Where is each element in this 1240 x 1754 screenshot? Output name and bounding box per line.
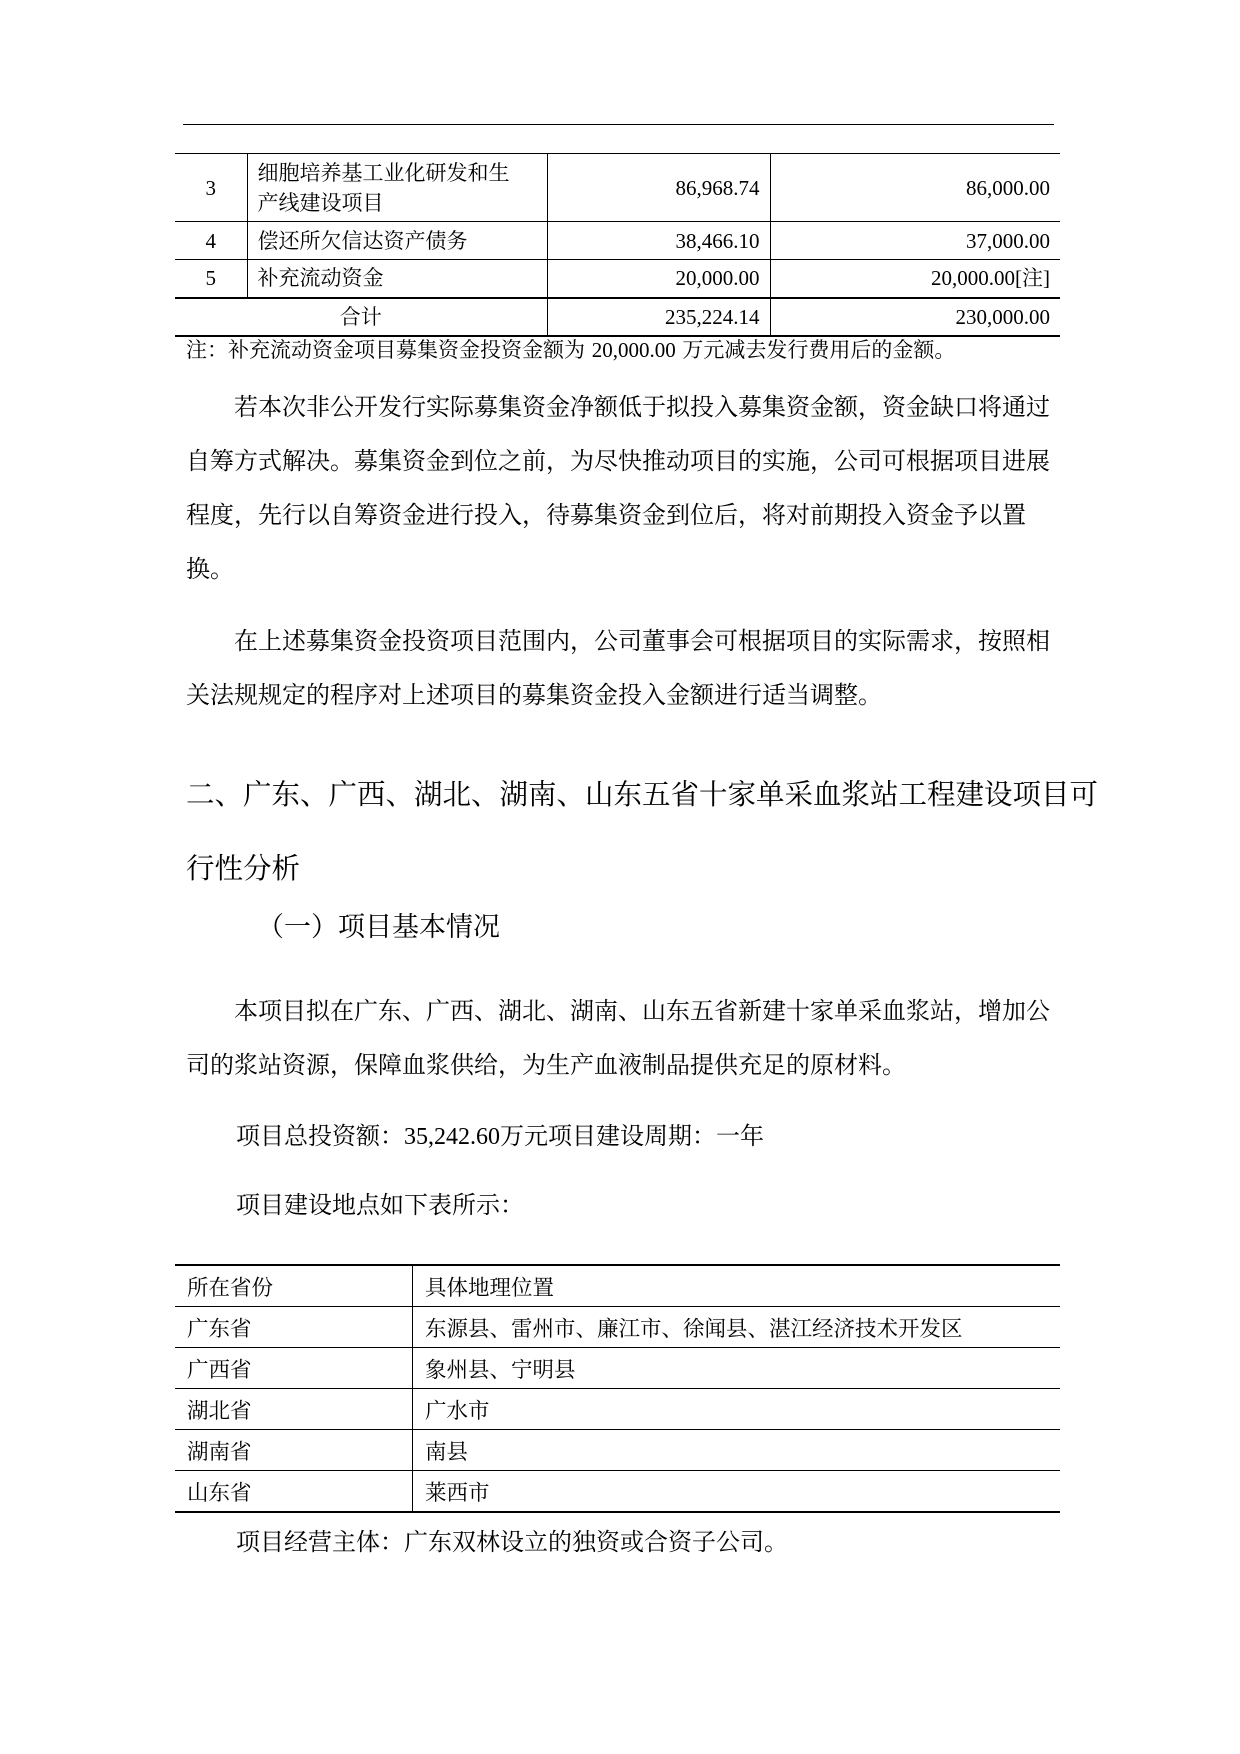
paragraph-fund-gap [186,380,1056,596]
table-row [175,1348,1060,1389]
total-investment-sum: 235,224.14 [547,298,770,336]
raised-amount: 86,000.00 [770,154,1060,222]
location-cell: 莱西市 [413,1471,1061,1513]
project-name [247,154,547,222]
table-row [175,154,1060,222]
paragraph-text: 若本次非公开发行实际募集资金净额低于拟投入募集资金额，资金缺口将通过自筹方式解决。募集资金到位之前，为尽快推动项目的实施，公司可根据项目进展程度，先行以自筹资金进行投入，待募集资金到位后，将对前期投入资金予以置换。 [186,393,1050,583]
note-prefix: 注：补充流动资金项目募集资金投资金额为 [186,338,585,362]
total-investment: 38,466.10 [547,222,770,260]
investment-prefix: 项目总投资额： [236,1122,404,1150]
row-index: 5 [175,260,247,298]
table-row [175,1430,1060,1471]
column-header: 具体地理位置 [413,1265,1061,1307]
total-label: 合计 [175,298,547,336]
total-investment: 20,000.00 [547,260,770,298]
header-rule [183,124,1054,125]
paragraph-text: 在上述募集资金投资项目范围内，公司董事会可根据项目的实际需求，按照相关法规规定的程序对上述项目的募集资金投入金额进行适当调整。 [186,627,1050,709]
subsection-heading: （一）项目基本情况 [257,912,500,943]
table-row [175,1307,1060,1348]
province-cell: 广东省 [175,1307,413,1348]
column-header: 所在省份 [175,1265,413,1307]
note-suffix: 万元减去发行费用后的金额。 [682,338,956,362]
project-name: 偿还所欠信达资产债务 [247,222,547,260]
raised-amount: 37,000.00 [770,222,1060,260]
table-note [186,335,955,365]
row-index: 3 [175,154,247,222]
operator-line: 项目经营主体：广东双林设立的独资或合资子公司。 [236,1528,788,1556]
location-cell: 南县 [413,1430,1061,1471]
investment-line [236,1116,764,1157]
province-cell: 广西省 [175,1348,413,1389]
paragraph-adjustment [186,614,1056,722]
investment-amount: 35,242.60 [404,1124,500,1150]
table-header-row [175,1265,1060,1307]
table-row [175,1389,1060,1430]
location-table [175,1264,1060,1513]
project-name-line: 细胞培养基工业化研发和生 [257,160,510,185]
paragraph-project-intro [186,984,1056,1092]
investment-suffix: 万元项目建设周期：一年 [500,1122,764,1150]
note-amount: 20,000.00 [591,338,676,362]
project-name: 补充流动资金 [247,260,547,298]
paragraph-text: 本项目拟在广东、广西、湖北、湖南、山东五省新建十家单采血浆站，增加公司的浆站资源，保障血浆供给，为生产血液制品提供充足的原材料。 [186,997,1050,1079]
location-cell: 东源县、雷州市、廉江市、徐闻县、湛江经济技术开发区 [413,1307,1061,1348]
fund-allocation-table [175,153,1060,337]
raised-amount-sum: 230,000.00 [770,298,1060,336]
section-heading: 二、广东、广西、湖北、湖南、山东五省十家单采血浆站工程建设项目可行性分析 [186,778,1099,885]
raised-amount: 20,000.00[注] [770,260,1060,298]
total-investment: 86,968.74 [547,154,770,222]
table-row [175,1471,1060,1513]
project-name-line: 产线建设项目 [257,190,384,215]
total-row [175,298,1060,336]
row-index: 4 [175,222,247,260]
table-row [175,260,1060,298]
province-cell: 山东省 [175,1471,413,1513]
table-row [175,222,1060,260]
location-cell: 广水市 [413,1389,1061,1430]
location-cell: 象州县、宁明县 [413,1348,1061,1389]
location-intro: 项目建设地点如下表所示： [236,1191,524,1219]
province-cell: 湖南省 [175,1430,413,1471]
province-cell: 湖北省 [175,1389,413,1430]
